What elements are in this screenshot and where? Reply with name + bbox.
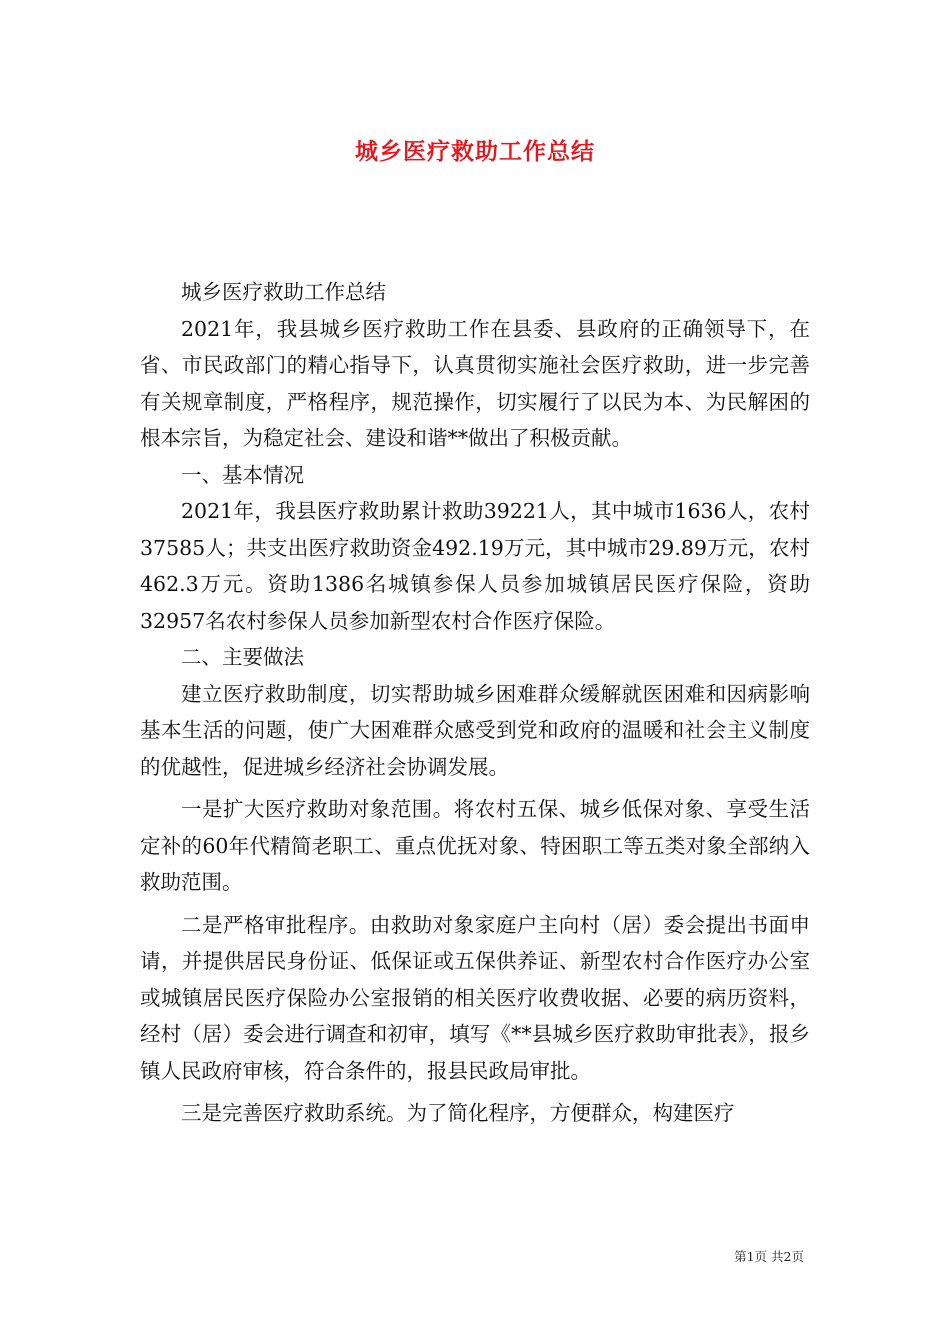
section-heading-basic: 一、基本情况 — [181, 462, 304, 487]
paragraph-point-one: 一是扩大医疗救助对象范围。将农村五保、城乡低保对象、享受生活定补的60年代精简老职工、重点优抚对象、特困职工等五类对象全部纳入救助范围。 — [140, 797, 810, 894]
paragraph-basic-situation: 2021年，我县医疗救助累计救助39221人，其中城市1636人，农村37585人；共支出医疗救助资金492.19万元，其中城市29.89万元，农村462.3万元。资助1386名城镇参保人员参加城镇居民医疗保险，资助32957名农村参保人员参加新型农村合作医疗保险。 — [140, 499, 810, 633]
paragraph-point-three: 三是完善医疗救助系统。为了简化程序，方便群众，构建医疗 — [181, 1101, 735, 1125]
document-body — [140, 274, 810, 1132]
paragraph-intro: 2021年，我县城乡医疗救助工作在县委、县政府的正确领导下，在省、市民政部门的精心指导下，认真贯彻实施社会医疗救助，进一步完善有关规章制度，严格程序，规范操作，切实履行了以民为本、为民解困的根本宗旨，为稳定社会、建设和谐**做出了积极贡献。 — [140, 316, 810, 450]
section-heading-methods: 二、主要做法 — [181, 645, 304, 669]
paragraph-subtitle: 城乡医疗救助工作总结 — [181, 280, 386, 304]
document-title: 城乡医疗救助工作总结 — [355, 138, 595, 165]
paragraph-methods-intro: 建立医疗救助制度，切实帮助城乡困难群众缓解就医困难和因病影响基本生活的问题，使广大困难群众感受到党和政府的温暖和社会主义制度的优越性，促进城乡经济社会协调发展。 — [140, 681, 810, 779]
page-number: 第1页 共2页 — [734, 1249, 804, 1264]
paragraph-point-two: 二是严格审批程序。由救助对象家庭户主向村（居）委会提出书面申请，并提供居民身份证、低保证或五保供养证、新型农村合作医疗办公室或城镇居民医疗保险办公室报销的相关医疗收费收据、必要的病历资料，经村（居）委会进行调查和初审，填写《**县城乡医疗救助审批表》，报乡镇人民政府审核，符合条件的，报县民政局审批。 — [140, 912, 810, 1083]
